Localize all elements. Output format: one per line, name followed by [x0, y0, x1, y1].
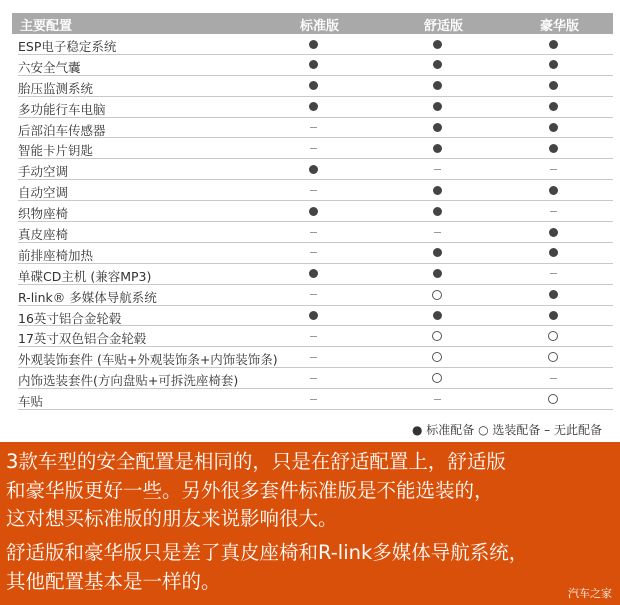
table-row	[18, 180, 613, 201]
cell-comfort	[422, 243, 452, 263]
standard-dot-icon	[549, 248, 558, 257]
table-row	[18, 347, 613, 368]
cell-standard	[298, 285, 328, 305]
none-dash-icon	[434, 399, 441, 400]
header-feature: 主要配置	[20, 19, 73, 34]
table-row	[18, 368, 613, 389]
cell-luxury	[538, 55, 568, 75]
none-dash-icon	[310, 252, 317, 253]
summary-paragraph-1	[6, 448, 506, 534]
optional-circle-icon	[432, 352, 442, 362]
cell-standard	[298, 389, 328, 409]
optional-circle-icon	[432, 373, 442, 383]
cell-comfort	[422, 389, 452, 409]
feature-label: 内饰选装套件(方向盘贴+可拆洗座椅套)	[18, 373, 239, 389]
standard-dot-icon	[309, 207, 318, 216]
cell-standard	[298, 347, 328, 367]
table-row	[18, 243, 613, 264]
optional-circle-icon	[548, 352, 558, 362]
cell-comfort	[422, 285, 452, 305]
standard-dot-icon	[549, 60, 558, 69]
cell-comfort	[422, 222, 452, 242]
table-row	[18, 306, 613, 327]
table-row	[18, 201, 613, 222]
feature-label: 后部泊车传感器	[18, 122, 106, 138]
cell-comfort	[422, 76, 452, 96]
feature-label: 多功能行车电脑	[18, 101, 106, 117]
standard-dot-icon	[309, 60, 318, 69]
cell-luxury	[538, 118, 568, 138]
feature-label: 智能卡片钥匙	[18, 143, 94, 159]
standard-dot-icon	[309, 269, 318, 278]
summary-line: 3款车型的安全配置是相同的，只是在舒适配置上，舒适版	[6, 450, 506, 473]
none-dash-icon	[310, 232, 317, 233]
table-row	[18, 34, 613, 55]
table-row	[18, 118, 613, 139]
watermark: 汽车之家	[568, 587, 612, 600]
summary-box	[0, 442, 620, 605]
cell-luxury	[538, 347, 568, 367]
cell-comfort	[422, 347, 452, 367]
cell-standard	[298, 118, 328, 138]
summary-line: 其他配置基本是一样的。	[6, 569, 221, 593]
table-row	[18, 389, 613, 410]
legend: ● 标准配备 ○ 选装配备 – 无此配备	[411, 423, 602, 437]
cell-comfort	[422, 97, 452, 117]
cell-luxury	[538, 389, 568, 409]
table-row	[18, 285, 613, 306]
optional-circle-icon	[432, 290, 442, 300]
cell-standard	[298, 306, 328, 326]
table-row	[18, 326, 613, 347]
standard-dot-icon	[433, 311, 442, 320]
feature-label: 16英寸铝合金轮毂	[18, 310, 122, 326]
feature-label: 车贴	[18, 394, 44, 410]
standard-dot-icon	[549, 311, 558, 320]
none-dash-icon	[550, 378, 557, 379]
feature-label: 胎压监测系统	[18, 80, 94, 96]
cell-standard	[298, 180, 328, 200]
none-dash-icon	[310, 336, 317, 337]
cell-standard	[298, 243, 328, 263]
cell-luxury	[538, 138, 568, 158]
table-row	[18, 138, 613, 159]
feature-label: 六安全气囊	[18, 59, 81, 75]
cell-comfort	[422, 264, 452, 284]
standard-dot-icon	[549, 228, 558, 237]
cell-standard	[298, 326, 328, 346]
optional-circle-icon	[432, 331, 442, 341]
standard-dot-icon	[309, 165, 318, 174]
table-row	[18, 159, 613, 180]
feature-label: 手动空调	[18, 164, 69, 180]
cell-luxury	[538, 180, 568, 200]
header-comfort: 舒适版	[424, 19, 464, 34]
cell-comfort	[422, 159, 452, 179]
feature-label: 17英寸双色铝合金轮毂	[18, 331, 147, 347]
feature-label: 真皮座椅	[18, 227, 69, 243]
cell-comfort	[422, 326, 452, 346]
cell-luxury	[538, 201, 568, 221]
standard-dot-icon	[433, 207, 442, 216]
none-dash-icon	[310, 378, 317, 379]
standard-dot-icon	[433, 123, 442, 132]
feature-label: 外观装饰套件 (车贴+外观装饰条+内饰装饰条)	[18, 352, 278, 368]
summary-paragraph-2	[6, 539, 528, 596]
standard-dot-icon	[433, 60, 442, 69]
cell-standard	[298, 34, 328, 54]
standard-dot-icon	[549, 81, 558, 90]
cell-comfort	[422, 118, 452, 138]
cell-luxury	[538, 97, 568, 117]
header-standard: 标准版	[300, 19, 340, 34]
config-table	[18, 34, 613, 410]
cell-standard	[298, 76, 328, 96]
standard-dot-icon	[433, 102, 442, 111]
feature-label: R-link® 多媒体导航系统	[18, 289, 157, 305]
cell-luxury	[538, 159, 568, 179]
standard-dot-icon	[433, 144, 442, 153]
none-dash-icon	[310, 357, 317, 358]
feature-label: 自动空调	[18, 185, 69, 201]
table-row	[18, 264, 613, 285]
cell-comfort	[422, 138, 452, 158]
cell-standard	[298, 159, 328, 179]
cell-luxury	[538, 326, 568, 346]
table-row	[18, 76, 613, 97]
standard-dot-icon	[309, 40, 318, 49]
standard-dot-icon	[549, 123, 558, 132]
standard-dot-icon	[549, 290, 558, 299]
cell-luxury	[538, 264, 568, 284]
standard-dot-icon	[309, 311, 318, 320]
cell-standard	[298, 264, 328, 284]
cell-comfort	[422, 180, 452, 200]
none-dash-icon	[310, 399, 317, 400]
standard-dot-icon	[433, 81, 442, 90]
cell-standard	[298, 97, 328, 117]
cell-standard	[298, 138, 328, 158]
none-dash-icon	[310, 190, 317, 191]
feature-label: 前排座椅加热	[18, 247, 94, 263]
cell-comfort	[422, 34, 452, 54]
none-dash-icon	[310, 294, 317, 295]
cell-comfort	[422, 368, 452, 388]
standard-dot-icon	[549, 144, 558, 153]
table-row	[18, 55, 613, 76]
none-dash-icon	[550, 169, 557, 170]
standard-dot-icon	[549, 40, 558, 49]
standard-dot-icon	[549, 186, 558, 195]
none-dash-icon	[310, 148, 317, 149]
standard-dot-icon	[433, 248, 442, 257]
cell-luxury	[538, 306, 568, 326]
table-row	[18, 97, 613, 118]
cell-luxury	[538, 243, 568, 263]
cell-luxury	[538, 34, 568, 54]
feature-label: 单碟CD主机 (兼容MP3)	[18, 268, 152, 284]
cell-luxury	[538, 222, 568, 242]
cell-luxury	[538, 76, 568, 96]
none-dash-icon	[310, 127, 317, 128]
table-row	[18, 222, 613, 243]
cell-comfort	[422, 306, 452, 326]
cell-luxury	[538, 368, 568, 388]
standard-dot-icon	[549, 102, 558, 111]
optional-circle-icon	[548, 394, 558, 404]
none-dash-icon	[550, 273, 557, 274]
cell-standard	[298, 368, 328, 388]
standard-dot-icon	[309, 102, 318, 111]
summary-line: 这对想买标准版的朋友来说影响很大。	[6, 507, 338, 530]
feature-label: ESP电子稳定系统	[18, 39, 117, 54]
summary-line: 和豪华版更好一些。另外很多套件标准版是不能选装的，	[6, 478, 494, 502]
table-header	[12, 13, 613, 34]
cell-comfort	[422, 201, 452, 221]
cell-standard	[298, 201, 328, 221]
cell-standard	[298, 55, 328, 75]
optional-circle-icon	[548, 331, 558, 341]
standard-dot-icon	[309, 81, 318, 90]
standard-dot-icon	[433, 186, 442, 195]
cell-luxury	[538, 285, 568, 305]
header-luxury: 豪华版	[540, 19, 580, 34]
cell-comfort	[422, 55, 452, 75]
none-dash-icon	[434, 169, 441, 170]
feature-label: 织物座椅	[18, 206, 69, 222]
standard-dot-icon	[433, 269, 442, 278]
cell-standard	[298, 222, 328, 242]
standard-dot-icon	[433, 40, 442, 49]
summary-line: 舒适版和豪华版只是差了真皮座椅和R-link多媒体导航系统，	[6, 541, 529, 564]
none-dash-icon	[434, 232, 441, 233]
none-dash-icon	[550, 211, 557, 212]
